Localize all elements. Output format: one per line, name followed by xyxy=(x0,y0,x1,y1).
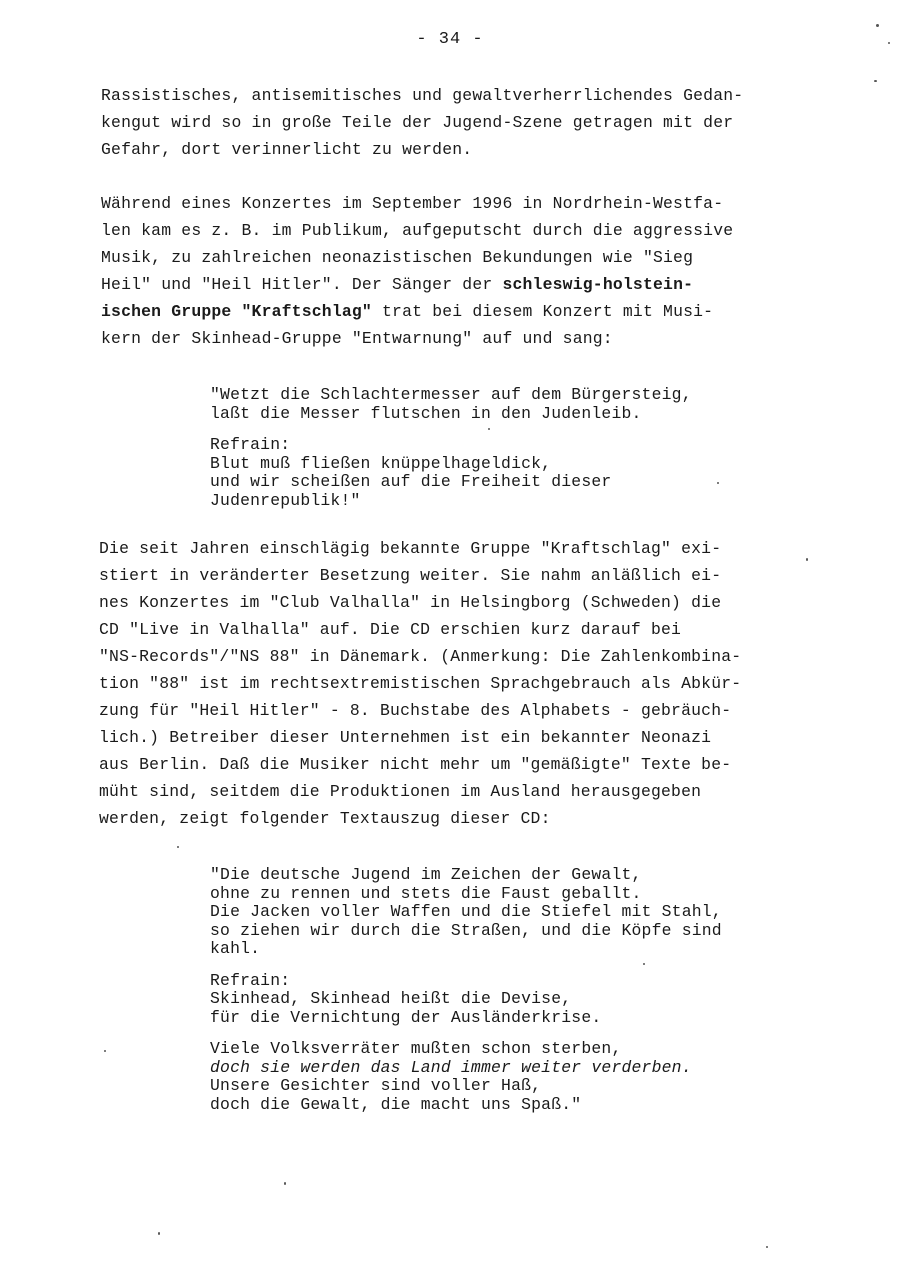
scan-speck xyxy=(104,1050,106,1052)
lyric-line: laßt die Messer flutschen in den Judenleib. xyxy=(210,403,642,423)
text-line: Rassistisches, antisemitisches und gewaltverherrlichendes Gedan- xyxy=(101,86,744,105)
lyric-line: so ziehen wir durch die Straßen, und die Köpfe sind xyxy=(210,920,722,940)
scan-speck xyxy=(643,963,645,965)
text-line: kengut wird so in große Teile der Jugend-Szene getragen mit der xyxy=(101,113,734,132)
scan-speck xyxy=(888,42,890,44)
scan-speck xyxy=(874,80,877,82)
text-line: werden, zeigt folgender Textauszug dieser CD: xyxy=(99,809,551,828)
scan-speck xyxy=(766,1246,768,1248)
refrain-label: Refrain: xyxy=(210,435,291,454)
text-line: aus Berlin. Daß die Musiker nicht mehr um "gemäßigte" Texte be- xyxy=(99,755,732,774)
text-line: lich.) Betreiber dieser Unternehmen ist ein bekannter Neonazi xyxy=(99,728,712,747)
scan-speck xyxy=(806,558,808,561)
lyric-line: Judenrepublik!" xyxy=(210,490,361,510)
paragraph-concert-1996 xyxy=(101,190,821,352)
lyric-line: "Wetzt die Schlachtermesser auf dem Bürgersteig, xyxy=(210,385,692,404)
text-line xyxy=(101,271,821,298)
lyric-line: Unsere Gesichter sind voller Haß, xyxy=(210,1076,542,1095)
refrain-label: Refrain: xyxy=(210,970,291,990)
lyrics-quote-1 xyxy=(210,386,800,510)
scan-speck xyxy=(284,1182,286,1185)
text-line: "NS-Records"/"NS 88" in Dänemark. (Anmerkung: Die Zahlenkombina- xyxy=(99,647,742,666)
lyric-line: für die Vernichtung der Ausländerkrise. xyxy=(210,1007,602,1027)
text-line: Die seit Jahren einschlägig bekannte Gruppe "Kraftschlag" exi- xyxy=(99,539,722,558)
text-line: Während eines Konzertes im September 1996 in Nordrhein-Westfa- xyxy=(101,194,724,213)
lyric-line: doch die Gewalt, die macht uns Spaß." xyxy=(210,1094,582,1114)
text-line: müht sind, seitdem die Produktionen im Ausland herausgegeben xyxy=(99,782,702,801)
text-line: nes Konzertes im "Club Valhalla" in Helsingborg (Schweden) die xyxy=(99,593,722,612)
text-line: stiert in veränderter Besetzung weiter. Sie nahm anläßlich ei- xyxy=(99,566,722,585)
lyrics-quote-2 xyxy=(210,866,800,1114)
scan-speck xyxy=(177,846,179,848)
text-line: zung für "Heil Hitler" - 8. Buchstabe des Alphabets - gebräuch- xyxy=(99,701,732,720)
paragraph-intro xyxy=(101,82,821,163)
text-line: tion "88" ist im rechtsextremistischen Sprachgebrauch als Abkür- xyxy=(99,674,742,693)
text-line: len kam es z. B. im Publikum, aufgeputscht durch die aggressive xyxy=(101,221,734,240)
lyric-line: Blut muß fließen knüppelhageldick, xyxy=(210,453,552,473)
paragraph-kraftschlag xyxy=(99,535,819,832)
text-line: Gefahr, dort verinnerlicht zu werden. xyxy=(101,140,473,159)
lyric-line: kahl. xyxy=(210,939,261,958)
lyric-line: ohne zu rennen und stets die Faust geballt. xyxy=(210,883,642,903)
text-line: kern der Skinhead-Gruppe "Entwarnung" auf und sang: xyxy=(101,329,613,348)
text-segment: trat bei diesem Konzert mit Musi- xyxy=(371,302,714,321)
lyric-line: und wir scheißen auf die Freiheit dieser xyxy=(210,472,612,491)
scan-speck xyxy=(158,1232,160,1235)
text-line: CD "Live in Valhalla" auf. Die CD erschien kurz darauf bei xyxy=(99,620,682,639)
text-line xyxy=(101,298,821,325)
page-number: - 34 - xyxy=(416,30,484,49)
bold-text: schleswig-holstein- xyxy=(502,275,694,294)
scan-speck xyxy=(717,482,719,484)
lyric-line: "Die deutsche Jugend im Zeichen der Gewalt, xyxy=(210,865,642,884)
scan-speck xyxy=(876,24,879,27)
bold-text: ischen Gruppe "Kraftschlag" xyxy=(101,302,372,321)
lyric-line: Die Jacken voller Waffen und die Stiefel mit Stahl, xyxy=(210,902,722,921)
lyric-line: doch sie werden das Land immer weiter verderben. xyxy=(210,1057,692,1077)
scan-speck xyxy=(488,428,490,430)
text-line: Musik, zu zahlreichen neonazistischen Bekundungen wie "Sieg xyxy=(101,248,694,267)
lyric-line: Viele Volksverräter mußten schon sterben, xyxy=(210,1039,622,1058)
lyric-line: Skinhead, Skinhead heißt die Devise, xyxy=(210,989,572,1008)
text-segment: Heil" und "Heil Hitler". Der Sänger der xyxy=(101,275,503,294)
